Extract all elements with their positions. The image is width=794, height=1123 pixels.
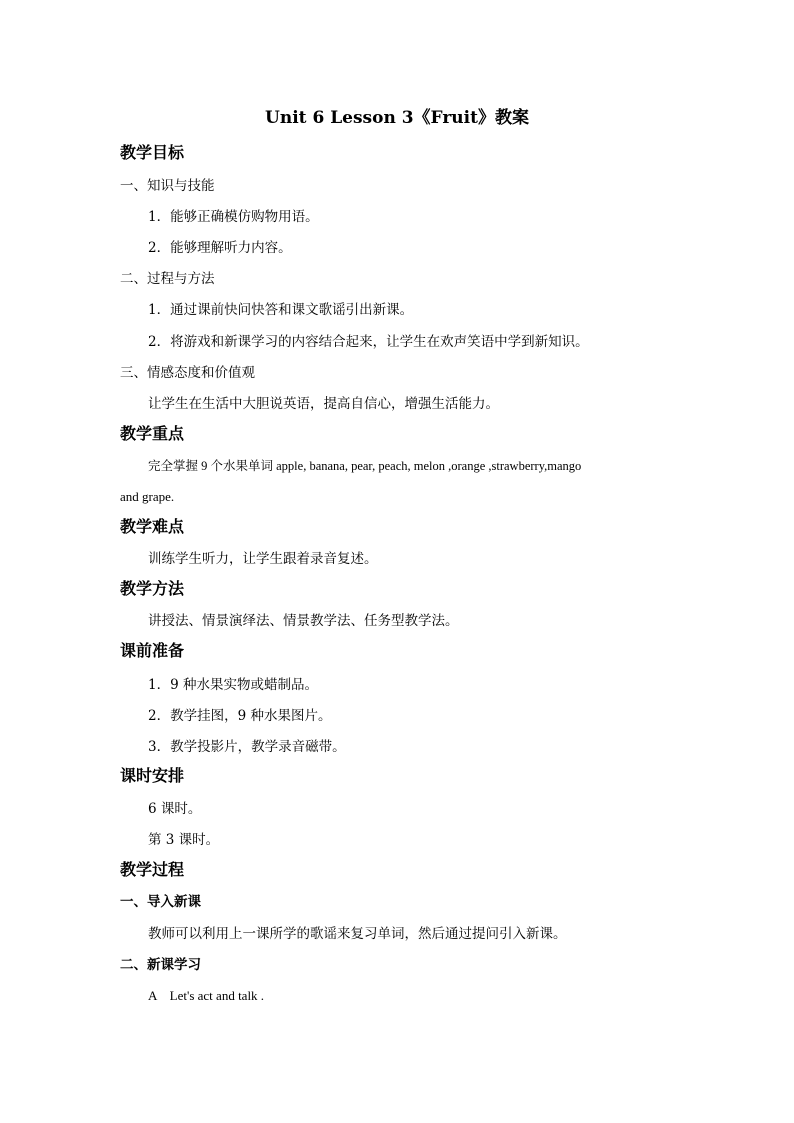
heading-teaching-methods: 教学方法 xyxy=(120,579,185,598)
list-item: 2．能够理解听力内容。 xyxy=(148,240,292,256)
subheading-introduction: 一、导入新课 xyxy=(120,894,201,910)
subheading-new-lesson: 二、新课学习 xyxy=(120,957,201,973)
paragraph-continuation: and grape. xyxy=(120,489,175,504)
paragraph: 完全掌握 9 个水果单词 apple, banana, pear, peach, melon ,orange ,strawberry,mango xyxy=(148,459,582,473)
subheading-knowledge-skills: 一、知识与技能 xyxy=(120,178,215,194)
heading-preparation: 课前准备 xyxy=(120,641,185,660)
list-item: 1．9 种水果实物或蜡制品。 xyxy=(148,677,318,693)
heading-schedule: 课时安排 xyxy=(120,766,185,785)
heading-key-points: 教学重点 xyxy=(120,424,185,443)
list-item: 2．将游戏和新课学习的内容结合起来，让学生在欢声笑语中学到新知识。 xyxy=(148,334,589,350)
list-item: 1．通过课前快问快答和课文歌谣引出新课。 xyxy=(148,302,414,318)
list-item: 6 课时。 xyxy=(148,801,202,817)
heading-difficult-points: 教学难点 xyxy=(120,517,185,536)
paragraph: 训练学生听力，让学生跟着录音复述。 xyxy=(148,551,378,567)
subheading-emotion-values: 三、情感态度和价值观 xyxy=(120,365,255,381)
list-item: 1．能够正确模仿购物用语。 xyxy=(148,209,319,225)
subheading-process-method: 二、过程与方法 xyxy=(120,271,215,287)
heading-teaching-goals: 教学目标 xyxy=(120,143,185,162)
list-item: 第 3 课时。 xyxy=(148,832,220,848)
heading-teaching-process: 教学过程 xyxy=(120,860,185,879)
paragraph: 让学生在生活中大胆说英语，提高自信心，增强生活能力。 xyxy=(148,396,499,412)
paragraph: 讲授法、情景演绎法、情景教学法、任务型教学法。 xyxy=(148,613,459,629)
list-item: 2．教学挂图，9 种水果图片。 xyxy=(148,708,332,724)
list-item: 3．教学投影片，教学录音磁带。 xyxy=(148,739,346,755)
paragraph: 教师可以利用上一课所学的歌谣来复习单词，然后通过提问引入新课。 xyxy=(148,926,567,942)
document-title: Unit 6 Lesson 3《Fruit》教案 xyxy=(265,108,529,128)
paragraph: A Let's act and talk . xyxy=(148,988,265,1003)
